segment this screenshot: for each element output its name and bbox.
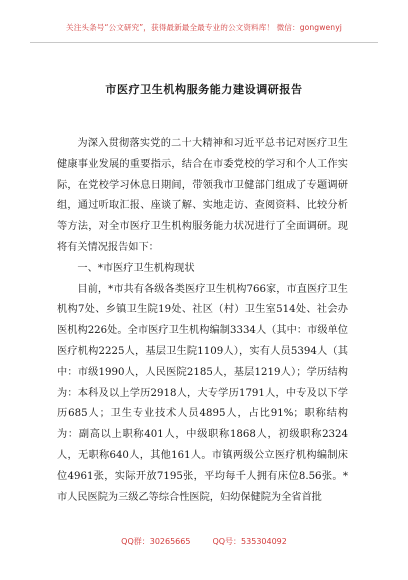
footer-qq-number: QQ号：535304092 (212, 537, 287, 546)
paragraph-current-status: 目前，*市共有各级各类医疗卫生机构766家，市直医疗卫生机构7处、乡镇卫生院19处、社区（村）卫生室514处、社会办医机构226处。全市医疗卫生机构编制3334人（其中：市级单位医疗机构2225人，基层卫生院1109人），实有人员5394人（其中：市级1990人，人民医院2185人，基层1219人）；学历结构为：本科及以上学历2918人，大专学历1791人，中专及以下学历685人；卫生专业技术人员4895人，占比91%；职称结构为：副高以上职称401人，中级职称1868人，初级职称2324人，无职称640人，其他161人。市镇两级公立医疗机构编制床位4961张，实际开放7195张，平均每千人拥有床位8.56张。*市人民医院为三级乙等综合性医院，妇幼保健院为全省首批 (57, 283, 348, 503)
section-heading: 一、*市医疗卫生机构现状 (77, 262, 195, 274)
footer-contact (0, 536, 408, 547)
document-body (57, 134, 348, 508)
paragraph-intro: 为深入贯彻落实党的二十大精神和习近平总书记对医疗卫生健康事业发展的重要指示，结合在市委党校的学习和个人工作实际，在党校学习休息日期间，带领我市卫健部门组成了专题调研组，通过听取汇报、座谈了解、实地走访、查阅资料、比较分析等方法，对全市医疗卫生机构服务能力状况进行了全面调研。现将有关情况报告如下： (57, 138, 348, 253)
header-divider (30, 42, 378, 43)
footer-qq-group: QQ群：30265665 (121, 537, 191, 546)
document-title: 市医疗卫生机构服务能力建设调研报告 (105, 83, 303, 96)
header-promo-banner: 关注头条号“公文研究”，获得最新最全最专业的公文资料库！ 微信：gongwenyj (66, 23, 342, 32)
